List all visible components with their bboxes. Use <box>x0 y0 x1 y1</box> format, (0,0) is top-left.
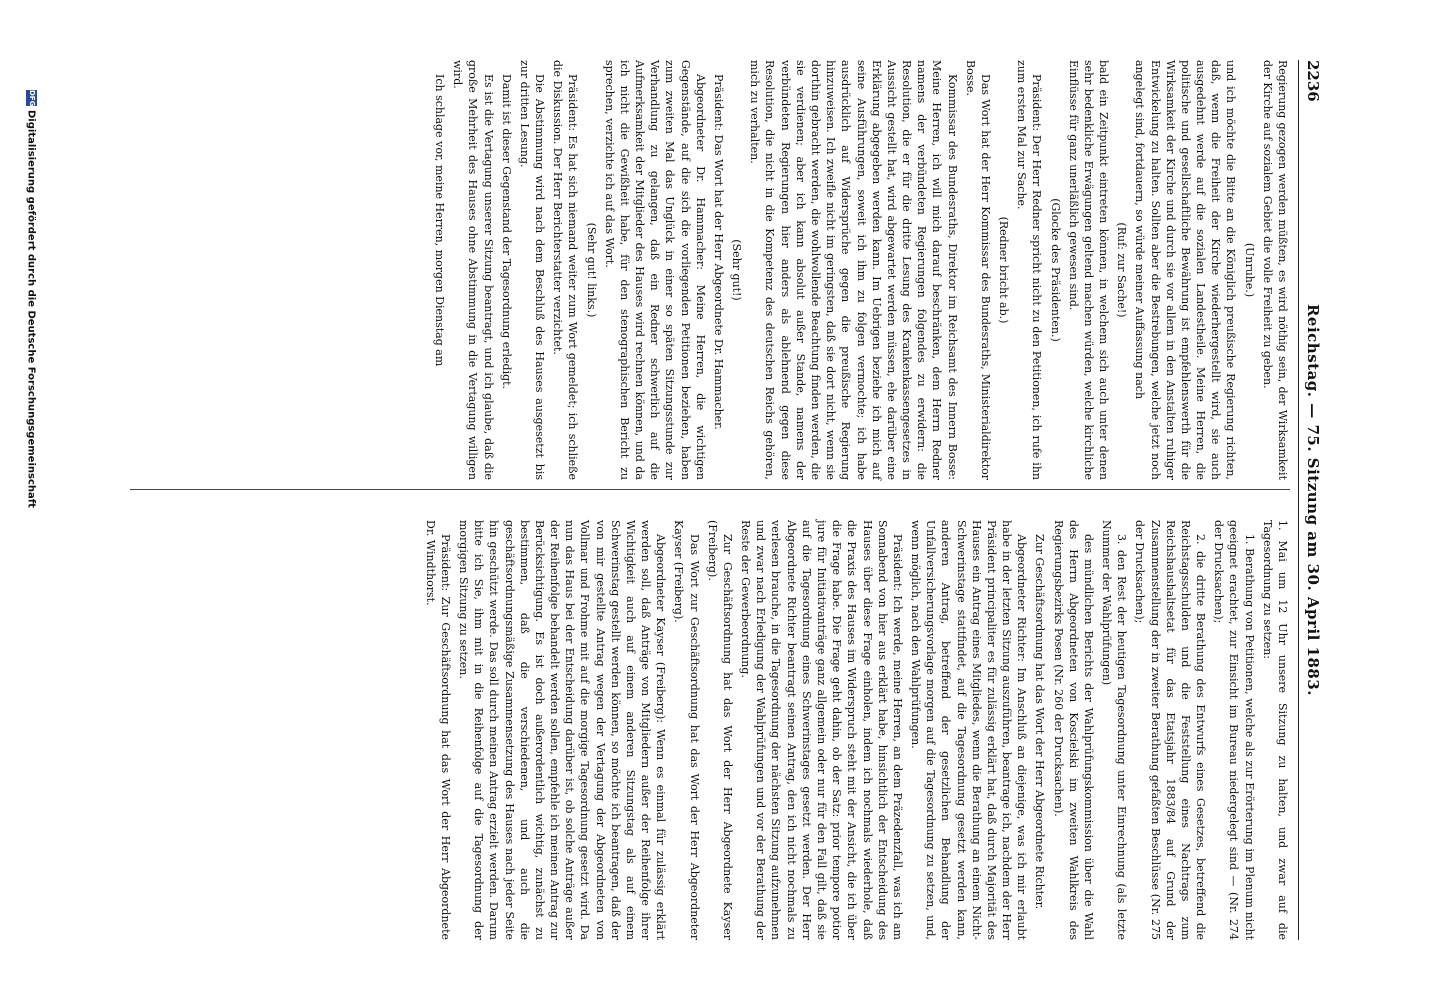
paragraph: Regierung gezogen werden müßten, es wird nöthig sein, der Wirksamkeit der Kirche auf sozialem Gebiet die volle Freiheit zu geben. <box>1260 60 1289 480</box>
interjection: (Redner bricht ab.) <box>997 216 1011 324</box>
agenda-item: 2. die dritte Berathung des Entwurfs eines Gesetzes, betreffend die Reichstagsschulden und die Feststellung eines Nachtrags zum Reichshaushaltsetat für das Etatsjahr 1883/84 auf Grund der Zusammenstellung der in zweiter Berathung gefaßten Beschlüsse (Nr. 275 der Drucksachen); <box>1133 520 1208 940</box>
speaker-paragraph: Präsident: Der Herr Redner spricht nicht zu den Petitionen, ich rufe ihn zum ersten Mal zur Sache. <box>1015 60 1044 480</box>
speaker-paragraph: Abgeordneter Kayser (Freiberg): Wenn es einmal für zulässig erklärt werden soll, daß Anträge von Mitgliedern außer der Reihenfolge ihrer Wichtigkeit auch auf einem anderen Sitzungstag als auf einem Schwerinstag gestellt werden können, so möchte ich beantragen, daß der von mir gestellte Antrag wegen der Vertagung der Abgeordneten von Vollmar und Frohme mit auf die morgige Tagesordnung gesetzt wird. Da nun das Haus bei der Entscheidung darüber ist, ob solche Anträge außer der Reihenfolge behandelt werden sollen, empfehle ich meinen Antrag zur Berücksichtigung. Es ist doch außerordentlich wichtig, zunächst zu bestimmen, daß die verschiedenen, und auch die geschäftsordnungsmäßige Zusammensetzung des Hauses nach jeder Seite hin geschützt werde. Das soll durch meinen Antrag erzielt werden. Darum bitte ich Sie, ihm mit in die Reihenfolge auf die Tagesordnung der morgigen Sitzung zu setzen. <box>457 520 668 940</box>
page-header <box>1300 60 1322 940</box>
speaker-paragraph: Präsident: Das Wort hat der Herr Abgeordnete Dr. Hammacher. <box>711 74 725 430</box>
left-column <box>429 60 1290 480</box>
agenda-item: 1. Berathung von Petitionen, welche als zur Erörterung im Plenum nicht geeignet erachtet, zur Einsicht im Bureau niedergelegt sind — (Nr. 274 der Drucksachen); <box>1212 520 1256 940</box>
header-rule <box>1298 60 1299 940</box>
paragraph: Die Abstimmung wird nach dem Beschluß des Hauses ausgesetzt bis zur dritten Lesung. <box>517 60 547 480</box>
speaker-paragraph: Präsident: Zur Geschäftsordnung hat das Wort der Herr Abgeordnete Dr. Windthorst. <box>423 520 452 940</box>
interjection: (Ruf: zur Sache!) <box>1115 222 1129 318</box>
interjection: (Glocke des Präsidenten.) <box>1048 198 1062 342</box>
page-number: 2236 <box>1304 60 1322 102</box>
paragraph: Ich schlage vor, meine Herren, morgen Dienstag am <box>433 74 447 367</box>
column-divider <box>130 489 1290 490</box>
paragraph: Das Wort hat der Herr Kommissar des Bundesraths, Ministerialdirektor Bosse. <box>963 60 992 480</box>
paragraph: Das Wort zur Geschäftsordnung hat das Wort der Herr Abgeordneter Kayser (Freiberg). <box>672 520 701 940</box>
speaker-paragraph: Präsident: Ich werde, meine Herren, an dem Präzedenzfall, was ich am Sonnabend von hier aus erklärt habe, hinsichtlich der Entscheidung des Hauses über diese Frage einholen, indem ich nochmals wiederhole, daß die Praxis des Hauses im Widerspruch steht mit der Ansicht, die ich über die Frage habe. Die Frage geht dahin, ob der Satz: prior tempore potior jure für Initiativanträge ganz allgemein oder nur für den Fall gilt, daß sie auf die Tagesordnung eines Schwerinstages gesetzt werden. Der Herr Abgeordnete Richter beantragt seinen Antrag, den ich nicht nochmals zu verlesen brauche, in die Tagesordnung der nächsten Sitzung aufzunehmen und zwar nach Erledigung der Wahlprüfungen und vor der Berathung der Reste der Gewerbeordnung. <box>739 520 904 940</box>
digitization-footer <box>26 90 38 508</box>
interjection: (Sehr gut! links.) <box>584 222 598 318</box>
paragraph: Damit ist dieser Gegenstand der Tagesordnung erledigt. <box>499 74 513 390</box>
paragraph: Es ist die Vertagung unserer Sitzung beantragt, und ich glaube, daß die große Mehrheit des Hauses ohne Abstimmung in die Vertagung willigen wird. <box>451 60 495 480</box>
agenda-subitem: des mündlichen Berichts der Wahlprüfungskommission über die Wahl des Herrn Abgeordneten von Koscielski im zweiten Wahlkreis des Regierungsbezirks Posen (Nr. 260 der Drucksachen). <box>1051 520 1095 940</box>
paragraph: Zur Geschäftsordnung hat das Wort der Herr Abgeordnete Richter. <box>1033 534 1047 910</box>
paragraph: und ich möchte die Bitte an die Königlich preußische Regierung richten, daß, wenn die Freiheit der Kirche wiederhergestellt wird, sie auch ausgedehnt werde auf die sozialen Landestheile. Meine Herren, die politische und gesellschaftliche Bewährung ist empfehlenswerth für die Wirksamkeit der Kirche und durch sie vor allem in den Anstalten ruhiger Entwickelung zu halten. Sollten aber die Bestrebungen, welche jetzt noch angelegt sind, fortdauern, so würde meiner Auffassung nach <box>1133 60 1238 480</box>
paragraph: Zur Geschäftsordnung hat das Wort der Herr Abgeordnete Kayser (Freiberg). <box>705 520 734 940</box>
interjection: (Unruhe.) <box>1242 242 1256 298</box>
speaker-paragraph: Kommissar des Bundesraths, Direktor im Reichsamt des Innern Bosse: Meine Herren, ich will mich darauf beschränken, dem Herrn Redner namens der verbündeten Regierungen folgendes zu erwidern: die Resolution, die er für die dritte Lesung des Krankenkassengesetzes in Aussicht gestellt hat, wird abgewartet werden müssen, ehe darüber eine Erklärung abgegeben werden kann. Im Uebrigen beziehe ich mich auf seine Ausführungen, soweit ich ihm zu folgen vermochte; ich habe ausdrücklich auf Widersprüche gegen die preußische Regierung hinzuweisen. Ich zweifle nicht im geringsten, daß sie dort nicht, wenn sie dorthin gebracht werden, die wohlwollende Beachtung finden werden, die sie verdienen; aber ich kann absolut außer Stande, namens der verbündeten Regierungen hier anders als ablehnend gegen diese Resolution, die nicht in die Kompetenz des deutschen Reichs gehören, mich zu verhalten. <box>748 60 959 480</box>
speaker-paragraph: Präsident: Es hat sich niemand weiter zum Wort gemeldet; ich schließe die Diskussion. Der Herr Berichterstatter verzichtet. <box>551 60 580 480</box>
running-title: Reichstag. — 75. Sitzung am 30. April 1883. <box>1304 303 1322 697</box>
dfg-logo-icon: DFG <box>28 90 36 107</box>
paragraph: 1. Mai um 12 Uhr unsere Sitzung zu halten, und zwar auf die Tagesordnung zu setzen: <box>1260 520 1289 940</box>
footer-text: Digitalisierung gefördert durch die Deutsche Forschungsgemeinschaft <box>25 110 37 508</box>
agenda-item: 3. den Rest der heutigen Tagesordnung unter Einrechnung (als letzte Nummer der Wahlprüfungen) <box>1100 520 1129 940</box>
paragraph: bald ein Zeitpunkt eintreten können, in welchem sich auch unter denen sehr bedenkliche Erwägungen geltend machen würden, welche kirchliche Einflüsse für ganz unerläßlich gewesen sind. <box>1066 60 1111 480</box>
interjection: (Sehr gut!) <box>730 239 744 301</box>
right-column <box>420 520 1290 940</box>
speaker-paragraph: Abgeordneter Dr. Hammacher: Meine Herren, die wichtigen Gegenstände, auf die sich die vorliegenden Petitionen beziehen, haben zum zweiten Mal das Unglück in einer so späten Sitzungsstunde zur Verhandlung zu gelangen, daß ein Redner schwerlich auf die Aufmerksamkeit der Mitglieder des Hauses wird rechnen können, und da ich nicht die Gewißheit habe, für den stenographischen Bericht zu sprechen, verzichte ich auf das Wort. <box>602 60 707 480</box>
speaker-paragraph: Abgeordneter Richter: Im Anschluß an diejenige, was ich mir erlaubt habe in der letzten Sitzung auszuführen, beantrage ich, nachdem der Herr Präsident principaliter es für zulässig erklärt hat, daß durch Majorität des Hauses ein Antrag eines Mitgliedes, wenn die Berathung an einem Nicht-Schwerinstage stattfindet, auf die Tagesordnung gesetzt werden kann, anderen Antrag, betreffend der gesetzlichen Behandlung der Unfallversicherungsvorlage morgen auf die Tagesordnung zu setzen, und, wenn möglich, nach den Wahlprüfungen. <box>909 520 1029 940</box>
